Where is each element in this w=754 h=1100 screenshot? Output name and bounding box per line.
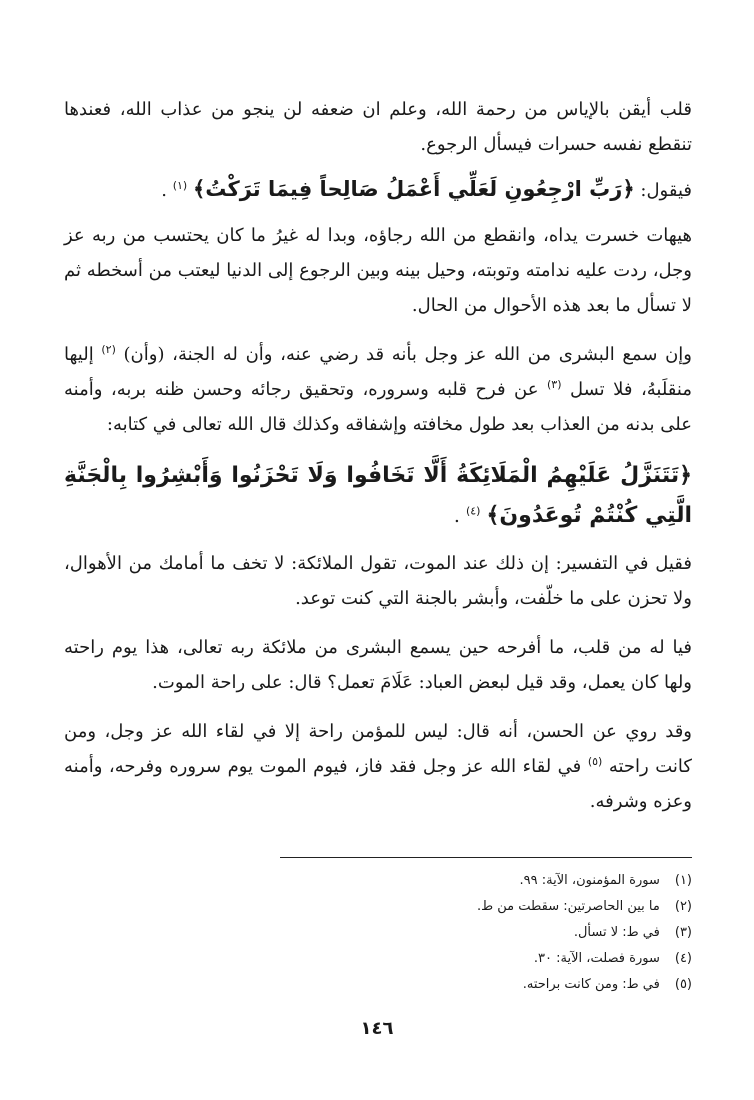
footnote-separator <box>280 857 692 858</box>
paragraph-3-text: هيهات خسرت يداه، وانقطع من الله رجاؤه، وبدا له غيرُ ما كان يحتسب من ربه عز وجل، ردت عليه ندامته وتوبته، وحيل بينه وبين الرجوع إلى الدنيا ليعتب من أسخطه ثم لا تسأل ما بعد هذه الأحوال من الحال. <box>64 225 692 316</box>
footnote-2 <box>64 894 692 920</box>
footnote-ref-2[interactable]: (٢) <box>101 343 116 356</box>
paragraph-8 <box>64 714 692 819</box>
footnote-text: ما بين الحاصرتين: سقطت من ط. <box>476 899 660 914</box>
footnote-5 <box>64 972 692 998</box>
footnote-text: سورة فصلت، الآية: ٣٠. <box>533 951 660 966</box>
footnote-text: سورة المؤمنون، الآية: ٩٩. <box>519 873 660 888</box>
footnote-number: (١) <box>674 873 692 888</box>
footnote-ref-5[interactable]: (٥) <box>587 755 603 768</box>
footnote-text: في ط: ومن كانت براحته. <box>522 977 660 992</box>
verse-end-mark: . <box>161 180 167 201</box>
page-body <box>64 92 692 833</box>
paragraph-verse-2 <box>64 456 692 536</box>
verse-2-end-mark: . <box>453 505 460 527</box>
paragraph-3 <box>64 218 692 323</box>
quran-verse-2: ﴿تَتَنَزَّلُ عَلَيْهِمُ الْمَلَائِكَةُ أَلَّا تَخَافُوا وَلَا تَحْزَنُوا وَأَبْشِرُوا بِالْجَنَّةِ الَّتِي كُنْتُمْ تُوعَدُونَ﴾ <box>64 463 692 528</box>
paragraph-verse-1 <box>64 172 692 208</box>
paragraph-7-text: فيا له من قلب، ما أفرحه حين يسمع البشرى من ملائكة ربه تعالى، هذا يوم راحته ولها كان يعمل، وقد قيل لبعض العباد: عَلَامَ تعمل؟ قال: على راحة الموت. <box>64 637 692 693</box>
footnote-ref-3[interactable]: (٣) <box>546 378 562 391</box>
paragraph-8-part-b: في لقاء الله عز وجل فقد فاز، فيوم الموت يوم سروره وفرحه، وأمنه وعزه وشرفه. <box>64 756 692 812</box>
paragraph-4 <box>64 337 692 442</box>
footnotes <box>64 868 692 998</box>
page-number: ١٤٦ <box>360 1018 394 1039</box>
footnote-ref-1[interactable]: (١) <box>172 179 188 192</box>
footnote-text: في ط: لا تسأل. <box>573 925 660 940</box>
paragraph-8-part-a: وقد روي عن الحسن، أنه قال: ليس للمؤمن راحة إلا في لقاء الله عز وجل، ومن كانت راحته <box>64 721 692 777</box>
footnote-1 <box>64 868 692 894</box>
paragraph-7 <box>64 630 692 700</box>
paragraph-4-part-b: إليها منقلَبهُ، فلا تسل <box>64 344 692 400</box>
paragraph-1 <box>64 92 692 162</box>
footnote-number: (٥) <box>674 977 692 992</box>
paragraph-6-text: فقيل في التفسير: إن ذلك عند الموت، تقول الملائكة: لا تخف ما أمامك من الأهوال، ولا تحزن على ما خلّفت، وأبشر بالجنة التي كنت توعد. <box>64 553 692 609</box>
footnote-number: (٣) <box>674 925 692 940</box>
paragraph-6 <box>64 546 692 616</box>
footnote-4 <box>64 946 692 972</box>
footnote-number: (٤) <box>674 951 692 966</box>
quran-verse-1: ﴿رَبِّ ارْجِعُونِ لَعَلِّي أَعْمَلُ صَالِحاً فِيمَا تَرَكْتُ﴾ <box>192 177 635 201</box>
paragraph-1-text: قلب أيقن بالإياس من رحمة الله، وعلم ان ضعفه لن ينجو من عذاب الله، فعندها تنقطع نفسه حسرات فيسأل الرجوع. <box>64 99 692 155</box>
paragraph-4-part-c: عن فرح قلبه وسروره، وتحقيق رجائه وحسن ظنه بربه، وأمنه على بدنه من العذاب بعد طول مخافته وإشفاقه وكذلك قال الله تعالى في كتابه: <box>64 379 692 435</box>
footnote-3 <box>64 920 692 946</box>
footnote-number: (٢) <box>674 899 692 914</box>
footnote-ref-4[interactable]: (٤) <box>465 504 481 518</box>
verse-intro: فيقول: <box>640 180 692 201</box>
paragraph-4-part-a: وإن سمع البشرى من الله عز وجل بأنه قد رضي عنه، وأن له الجنة، (وأن) <box>123 344 692 365</box>
